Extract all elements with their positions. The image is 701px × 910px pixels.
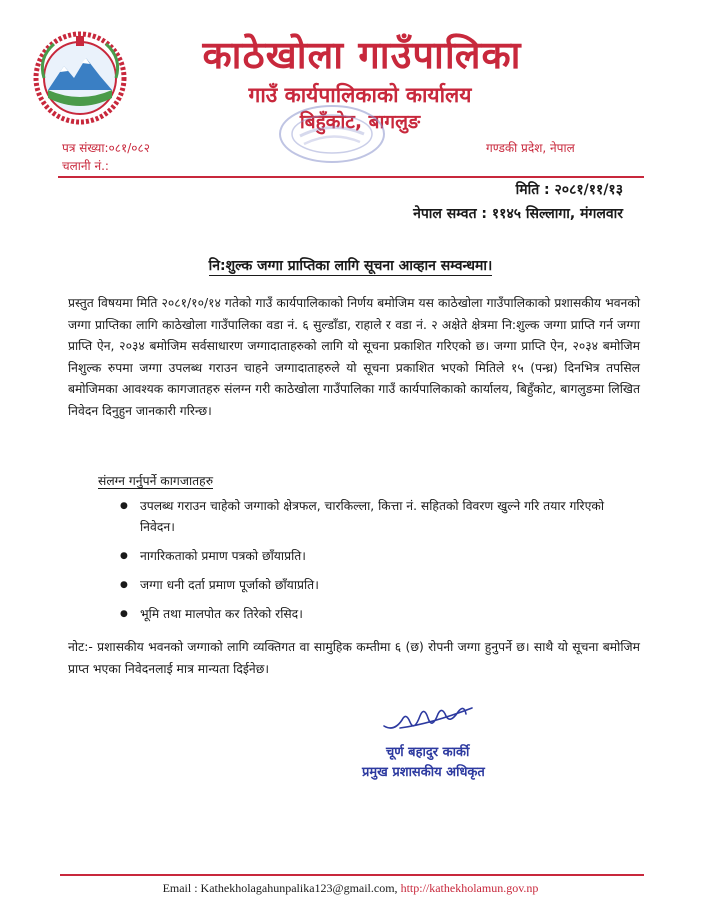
municipality-name: काठेखोला गाउँपालिका	[202, 33, 522, 77]
dispatch-number: चलानी नं.:	[62, 159, 109, 173]
nepal-samvat-date: नेपाल सम्वत : ११४५ सिल्लागा, मंगलवार	[413, 206, 623, 222]
header-divider	[58, 176, 644, 178]
list-item: ● जग्गा धनी दर्ता प्रमाण पूर्जाको छाँयाप्रति।	[118, 575, 638, 596]
list-item: ● नागरिकताको प्रमाण पत्रको छाँयाप्रति।	[118, 546, 638, 567]
attachments-heading	[98, 472, 213, 490]
list-item: ● भूमि तथा मालपोत कर तिरेको रसिद।	[118, 604, 638, 625]
letter-number: पत्र संख्या:०८१/०८२	[62, 141, 150, 155]
subject-text: नि:शुल्क जग्गा प्राप्तिका लागि सूचना आव्हान सम्वन्धमा।	[208, 258, 493, 274]
subject-line	[0, 256, 701, 276]
signatory-title: प्रमुख प्रशासकीय अधिकृत	[362, 765, 485, 780]
notice-body: प्रस्तुत विषयमा मिति २०८१/१०/१४ गतेको गाउँ कार्यपालिकाको निर्णय बमोजिम यस काठेखोला गाउँपालिकाको प्रशासकीय भवनको जग्गा प्राप्तिका लागि काठेखोला गाउँपालिका वडा नं. ६ सुल्डाँडा, राहाले र वडा नं. २ अक्षेते क्षेत्रमा नि:शुल्क जग्गा प्राप्ति गर्न जग्गा प्राप्ति ऐन, २०३४ बमोजिम सर्वसाधारण जग्गादाताहरुको लागि यो सूचना प्रकाशित गरिएको छ। जग्गा प्राप्ति ऐन, २०३४ बमोजिम निशुल्क रुपमा जग्गा उपलब्ध गराउन चाहने जग्गादाताहरुले यो सूचना प्रकाशित भएको मितिले १५ (पन्ध्र) दिनभित्र तपसिल बमोजिमका आवश्यक कागजातहरु संलग्न गरी काठेखोला गाउँपालिका गाउँ कार्यपालिकाको कार्यालय, बिहुँकोट, बागलुङमा लिखित निवेदन दिनुहुन जानकारी गरिन्छ।	[68, 296, 640, 418]
province-name: गण्डकी प्रदेश, नेपाल	[486, 141, 575, 155]
signature-icon	[380, 702, 480, 736]
office-name: गाउँ कार्यपालिकाको कार्यालय	[248, 83, 472, 107]
footer-url-link[interactable]: http://kathekholamun.gov.np	[400, 881, 539, 895]
office-location: बिहुँकोट, बागलुङ	[299, 111, 421, 133]
letter-date: मिति : २०८१/११/१३	[515, 182, 623, 198]
notice-note: नोट:- प्रशासकीय भवनको जग्गाको लागि व्यक्तिगत वा सामुहिक कम्तीमा ६ (छ) रोपनी जग्गा हुनुपर्ने छ। साथै यो सूचना बमोजिम प्राप्त भएका निवेदनलाई मात्र मान्यता दिईनेछ।	[68, 640, 640, 676]
list-item: ● उपलब्ध गराउन चाहेको जग्गाको क्षेत्रफल, चारकिल्ला, कित्ता नं. सहितको विवरण खुल्ने गरि तयार गरिएको निवेदन।	[118, 496, 638, 538]
attachments-list	[118, 496, 638, 633]
footer	[0, 880, 701, 896]
municipality-emblem-icon	[30, 28, 130, 128]
office-stamp-icon	[272, 100, 392, 168]
attachments-heading-text: संलग्न गर्नुपर्ने कागजातहरु	[98, 474, 214, 488]
footer-divider	[60, 874, 644, 876]
footer-email: Email : Kathekholagahunpalika123@gmail.com,	[162, 881, 398, 895]
signatory-name: चूर्ण बहादुर कार्की	[386, 745, 470, 760]
